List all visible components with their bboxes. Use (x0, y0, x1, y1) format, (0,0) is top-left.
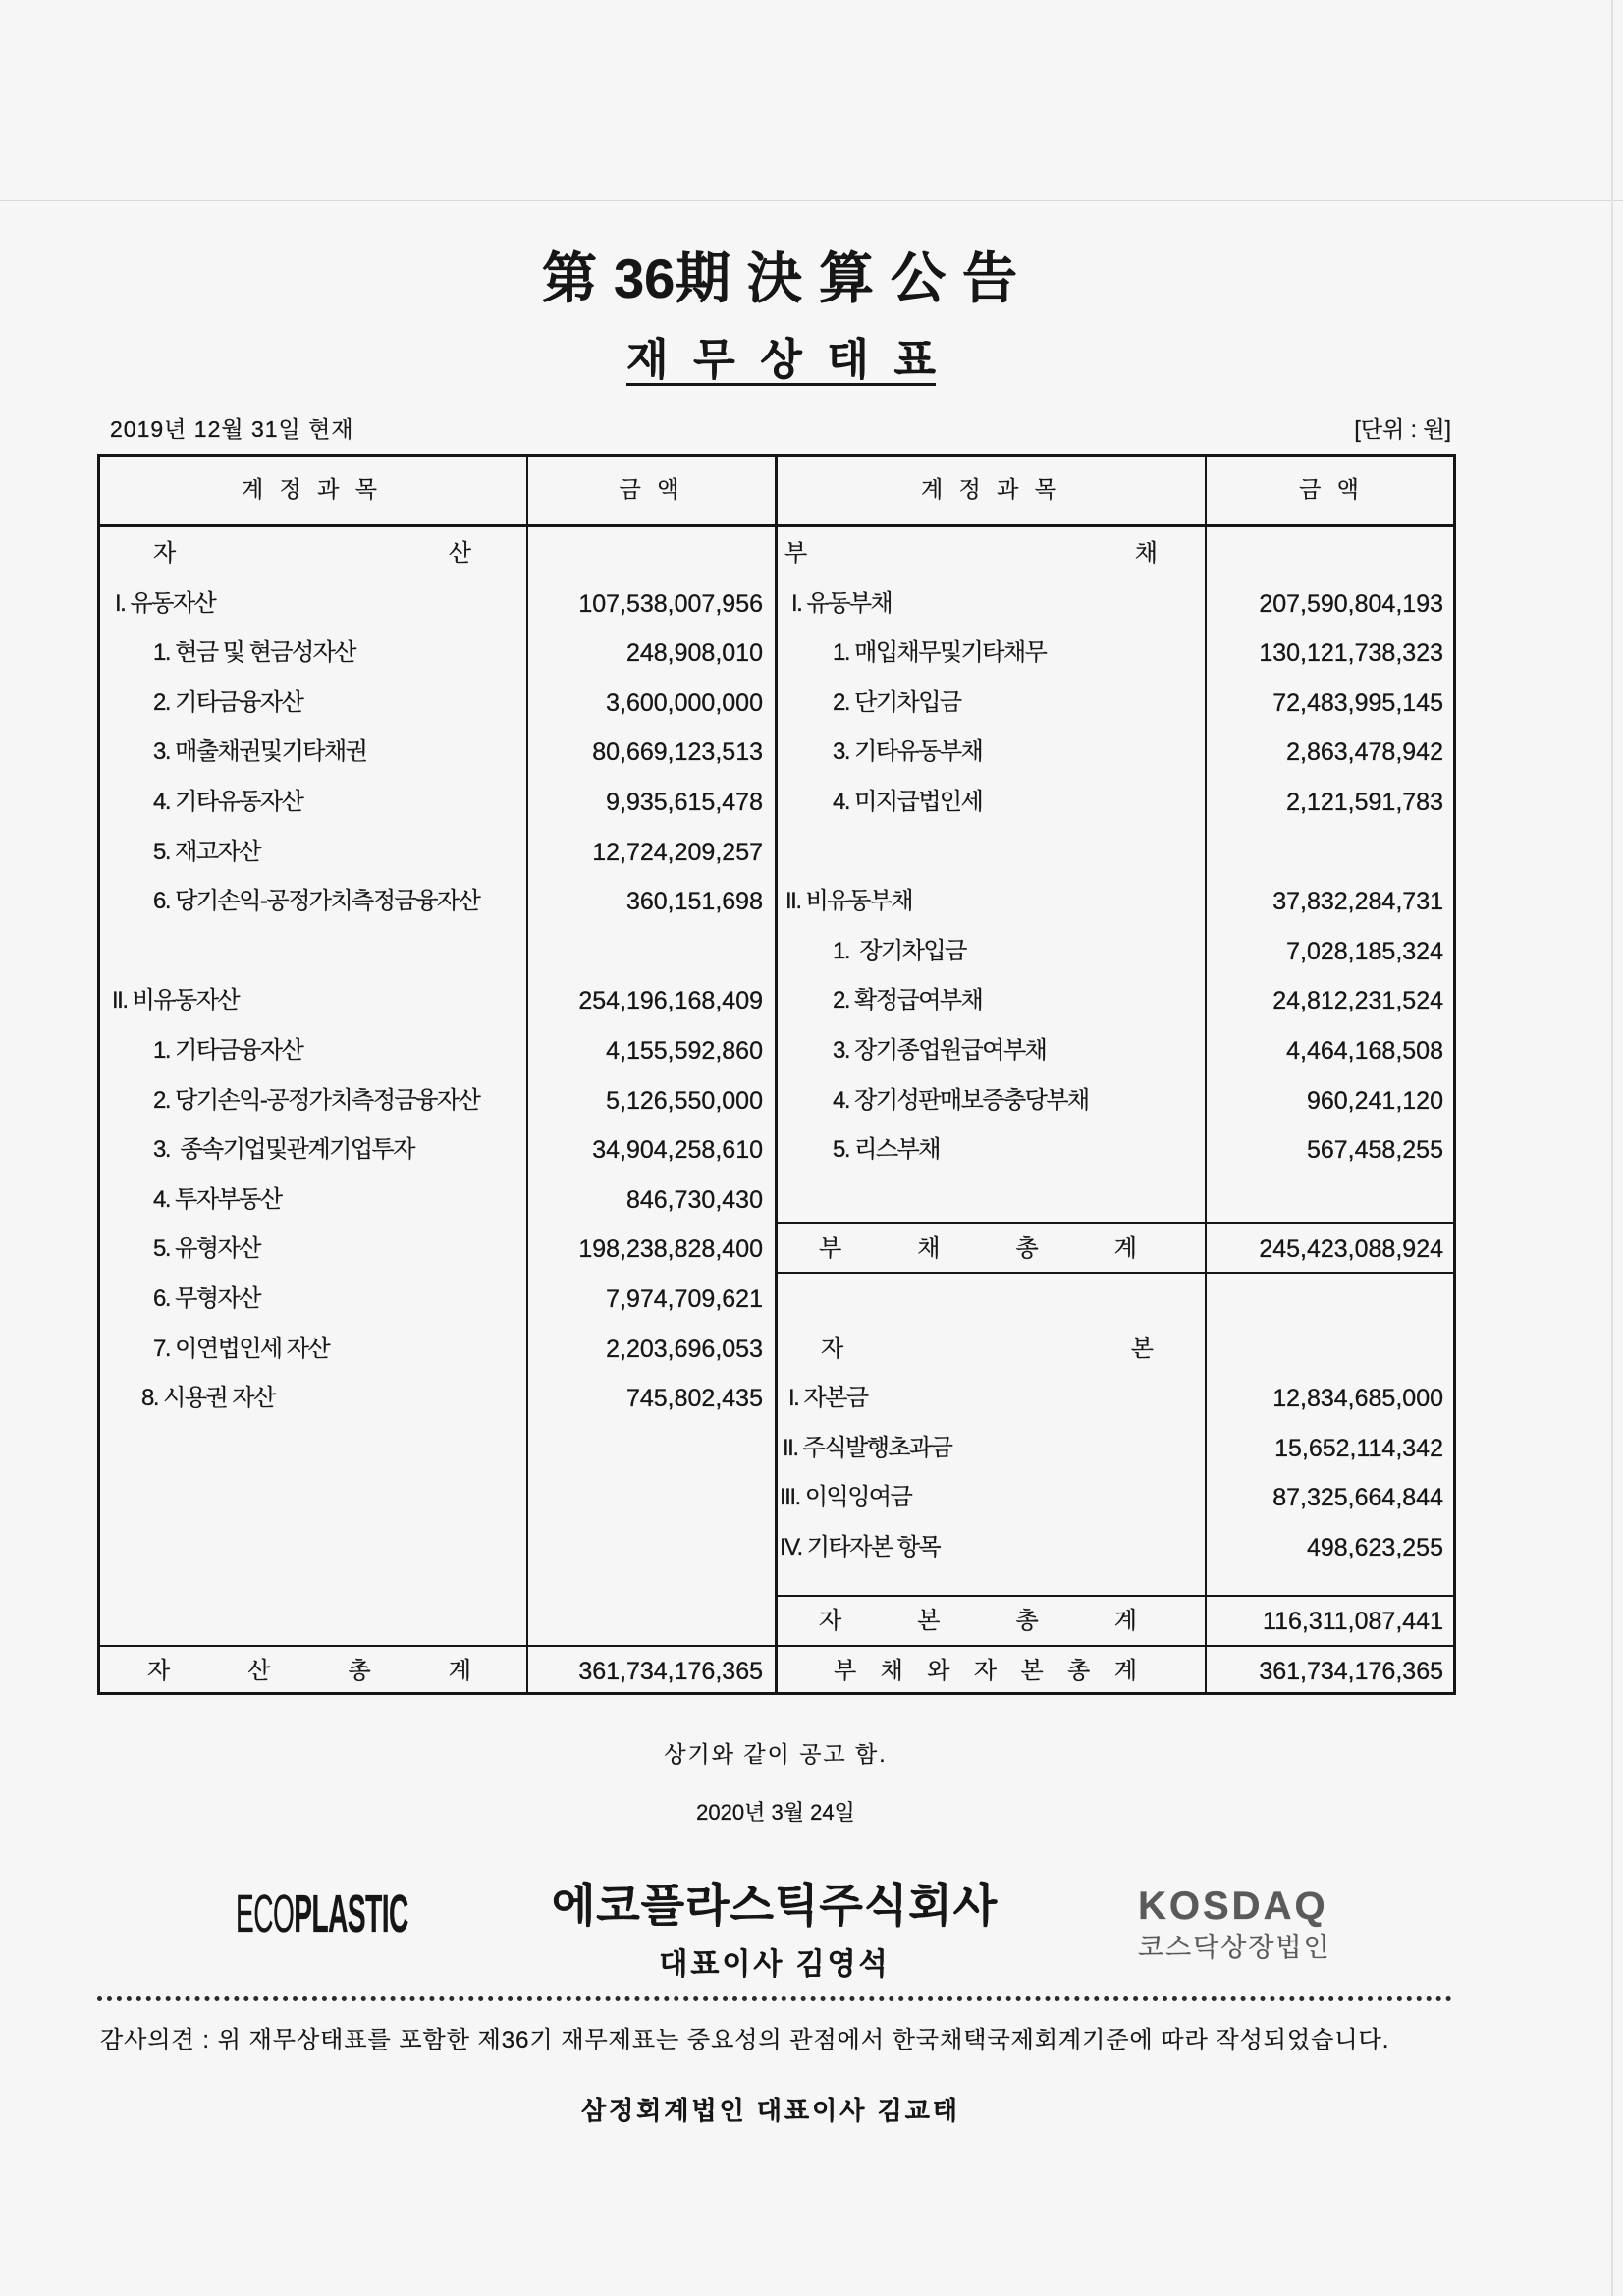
liability-label: 3. 기타유동부채 (833, 738, 983, 766)
liability-amount: 207,590,804,193 (1259, 589, 1443, 618)
asset-amount: 34,904,258,610 (592, 1136, 763, 1165)
asset-amount: 745,802,435 (625, 1385, 763, 1413)
asset-label: 3. 매출채권및기타채권 (153, 738, 367, 766)
liability-label: 3. 장기종업원급여부채 (833, 1037, 1047, 1064)
table-row (97, 1374, 1456, 1423)
asset-label: 8. 시용권 자산 (141, 1385, 275, 1412)
logo-text-plastic: PLASTIC (294, 1885, 408, 1943)
notice-statement: 상기와 같이 공고 함. (664, 1741, 888, 1767)
asset-amount: 846,730,430 (625, 1185, 763, 1214)
table-row (97, 1026, 1456, 1075)
assets-total-label: 자 산 총 계 (147, 1658, 471, 1684)
equity-label: III. 이익잉여금 (780, 1484, 912, 1511)
asset-amount: 248,908,010 (625, 639, 763, 668)
asset-label: 5. 유형자산 (153, 1235, 260, 1263)
table-row (97, 1325, 1456, 1374)
liability-label: 4. 장기성판매보증충당부채 (833, 1086, 1089, 1114)
equity-amount: 12,834,685,000 (1272, 1385, 1443, 1413)
unit-label: [단위 : 원] (1354, 416, 1451, 442)
scan-edge-top (0, 200, 1623, 201)
assets-section-heading: 자 산 (153, 540, 471, 567)
asset-amount: 80,669,123,513 (592, 738, 763, 767)
company-name: 에코플라스틱주식회사 (551, 1880, 999, 1931)
dotted-separator (97, 1996, 1452, 2001)
equity-total-label: 자 본 총 계 (819, 1608, 1137, 1634)
liability-label: 1. 매입채무및기타채무 (833, 639, 1047, 667)
column-header-amount: 금 액 (619, 476, 684, 502)
liability-amount: 2,863,478,942 (1286, 738, 1443, 767)
equity-amount: 87,325,664,844 (1272, 1484, 1443, 1512)
table-row (97, 1275, 1456, 1324)
table-row (97, 877, 1456, 926)
asset-label: 2. 당기손익-공정가치측정금융자산 (153, 1086, 480, 1114)
company-representative: 대표이사 김영석 (659, 1948, 891, 1981)
liability-amount: 567,458,255 (1306, 1136, 1443, 1165)
asset-amount: 9,935,615,478 (606, 789, 763, 816)
asset-label: 6. 무형자산 (153, 1285, 260, 1312)
liability-amount: 4,464,168,508 (1286, 1037, 1443, 1065)
asset-label: 1. 기타금융자산 (153, 1037, 303, 1064)
liability-amount: 72,483,995,145 (1272, 688, 1443, 717)
as-of-date: 2019년 12월 31일 현재 (110, 416, 354, 442)
asset-amount: 3,600,000,000 (606, 688, 763, 717)
table-row (97, 529, 1456, 578)
assets-total-amount: 361,734,176,365 (578, 1658, 763, 1685)
table-row (97, 579, 1456, 629)
equity-section-heading: 자 본 (821, 1335, 1154, 1362)
table-row (97, 976, 1456, 1025)
asset-label: 2. 기타금융자산 (153, 688, 303, 716)
table-row (97, 1424, 1456, 1473)
grand-total-row (97, 1647, 1456, 1694)
liabilities-section-heading: 부 채 (784, 540, 1158, 567)
liability-label: I. 유동부채 (791, 589, 893, 617)
table-row (97, 1125, 1456, 1175)
asset-amount: 12,724,209,257 (592, 838, 763, 866)
liabilities-total-amount: 245,423,088,924 (1259, 1235, 1443, 1264)
equity-label: IV. 기타자본 항목 (780, 1534, 941, 1560)
table-row (97, 828, 1456, 877)
asset-amount: 360,151,698 (625, 888, 763, 916)
asset-label: I. 유동자산 (115, 589, 216, 617)
liability-amount: 960,241,120 (1306, 1086, 1443, 1115)
equity-label: II. 주식발행초과금 (783, 1434, 952, 1461)
table-row (97, 1225, 1456, 1274)
column-header-amount: 금 액 (1299, 476, 1364, 502)
equity-total-row (97, 1597, 1456, 1646)
scan-edge-right (1611, 0, 1613, 2296)
asset-label: II. 비유동자산 (112, 987, 240, 1014)
audit-opinion: 감사의견 : 위 재무상태표를 포함한 제36기 재무제표는 중요성의 관점에서 한국채택국제회계기준에 따라 작성되었습니다. (100, 2027, 1390, 2053)
liability-label: II. 비유동부채 (785, 888, 913, 915)
statement-title: 재 무 상 태 표 (626, 336, 936, 384)
asset-amount: 198,238,828,400 (578, 1235, 763, 1264)
column-header-account: 계 정 과 목 (920, 476, 1062, 502)
asset-label: 4. 기타유동자산 (153, 789, 303, 815)
asset-amount: 4,155,592,860 (606, 1037, 763, 1065)
liability-label: 2. 확정급여부채 (833, 987, 983, 1014)
asset-amount: 254,196,168,409 (578, 987, 763, 1015)
ecoplastic-logo (236, 1884, 408, 1944)
notice-date: 2020년 3월 24일 (696, 1800, 855, 1825)
liabilities-equity-total-label: 부 채 와 자 본 총 계 (834, 1658, 1137, 1684)
table-row (97, 927, 1456, 976)
equity-label: I. 자본금 (788, 1385, 868, 1412)
asset-label: 1. 현금 및 현금성자산 (153, 639, 355, 667)
liability-label: 1. 장기차입금 (833, 937, 966, 964)
liability-amount: 37,832,284,731 (1272, 888, 1443, 916)
asset-label: 4. 투자부동산 (153, 1185, 282, 1213)
table-row (97, 1076, 1456, 1125)
asset-label: 7. 이연법인세 자산 (153, 1335, 330, 1362)
table-row (97, 679, 1456, 728)
asset-amount: 7,974,709,621 (606, 1285, 763, 1313)
logo-text-eco: ECO (236, 1885, 295, 1943)
kosdaq-logo: KOSDAQ (1138, 1885, 1328, 1928)
liability-label: 4. 미지급법인세 (833, 789, 983, 815)
header-rule (97, 524, 1456, 527)
asset-label: 6. 당기손익-공정가치측정금융자산 (153, 888, 480, 915)
auditor-signature: 삼정회계법인 대표이사 김교태 (581, 2096, 960, 2125)
asset-label: 5. 재고자산 (153, 838, 260, 865)
liability-amount: 7,028,185,324 (1286, 937, 1443, 965)
column-header-account: 계 정 과 목 (241, 476, 383, 502)
notice-title: 第 36期 決 算 公 告 (542, 247, 1017, 309)
asset-amount: 2,203,696,053 (606, 1335, 763, 1363)
liabilities-total-label: 부 채 총 계 (819, 1235, 1137, 1263)
liabilities-equity-total-amount: 361,734,176,365 (1259, 1658, 1443, 1685)
equity-amount: 15,652,114,342 (1274, 1434, 1443, 1462)
table-row (97, 1473, 1456, 1522)
asset-amount: 5,126,550,000 (606, 1086, 763, 1115)
table-row (97, 629, 1456, 678)
liability-label: 5. 리스부채 (833, 1136, 940, 1164)
balance-sheet-table (97, 454, 1456, 1695)
liability-amount: 2,121,591,783 (1286, 789, 1443, 816)
table-row (97, 778, 1456, 827)
table-row (97, 1175, 1456, 1225)
asset-label: 3. 종속기업및관계기업투자 (153, 1136, 414, 1164)
table-row (97, 728, 1456, 777)
liability-label: 2. 단기차입금 (833, 688, 961, 716)
kosdaq-listing-label: 코스닥상장법인 (1138, 1933, 1331, 1962)
equity-total-amount: 116,311,087,441 (1263, 1608, 1443, 1635)
liability-amount: 130,121,738,323 (1259, 639, 1443, 668)
asset-amount: 107,538,007,956 (578, 589, 763, 618)
liability-amount: 24,812,231,524 (1272, 987, 1443, 1015)
equity-amount: 498,623,255 (1306, 1534, 1443, 1561)
table-row (97, 1523, 1456, 1572)
